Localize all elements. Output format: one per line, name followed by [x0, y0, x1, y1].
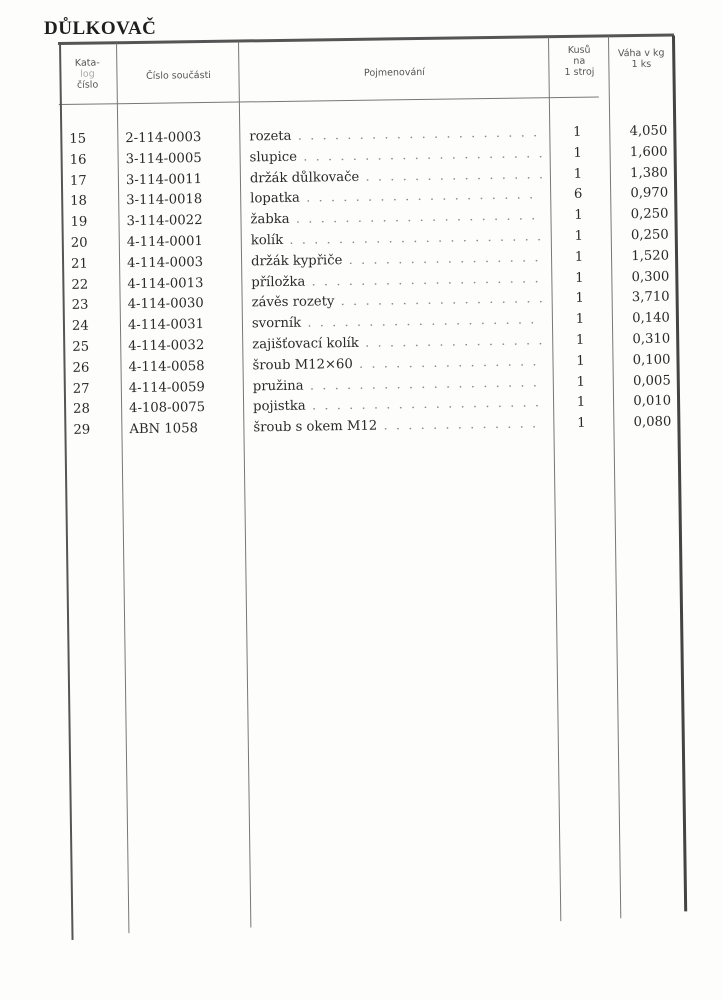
cell-part-name: závěs rozety . .: [252, 292, 544, 311]
cell-part-name: pojistka . .: [253, 396, 545, 415]
cell-weight: 0,140: [632, 310, 671, 327]
cell-part-name: rozeta . .: [249, 125, 541, 144]
cell-weight: 0,250: [630, 227, 669, 244]
cell-quantity: 1: [576, 395, 586, 411]
cell-part-number: 4-114-0032: [128, 338, 205, 355]
cell-catalog-number: 19: [70, 214, 88, 231]
cell-part-number: 3-114-0022: [126, 213, 203, 230]
cell-part-name: žabka . .: [250, 208, 542, 227]
cell-weight: 1,600: [629, 144, 668, 160]
cell-part-name: pružina . .: [253, 375, 545, 394]
cell-part-number: 4-114-0013: [127, 275, 204, 292]
cell-part-number: 4-114-0058: [128, 358, 205, 375]
cell-part-name: kolík . .: [251, 229, 543, 248]
cell-quantity: 1: [575, 291, 584, 307]
cell-weight: 0,010: [633, 393, 672, 410]
cell-part-number: 3-114-0005: [125, 150, 202, 167]
cell-quantity: 1: [576, 353, 585, 369]
cell-catalog-number: 25: [72, 339, 90, 355]
cell-part-number: 4-114-0003: [126, 254, 204, 271]
cell-weight: 0,300: [631, 269, 670, 285]
cell-weight: 1,380: [630, 165, 668, 181]
cell-weight: 0,005: [632, 373, 671, 389]
cell-quantity: 6: [573, 187, 583, 203]
cell-catalog-number: 29: [73, 422, 91, 439]
cell-catalog-number: 18: [70, 194, 88, 210]
cell-part-name: šroub s okem M12 . .: [253, 416, 545, 435]
cell-quantity: 1: [574, 228, 584, 244]
cell-catalog-number: 28: [73, 402, 91, 418]
cell-part-name: lopatka . .: [250, 188, 542, 207]
cell-part-number: 4-108-0075: [129, 400, 206, 417]
cell-part-number: ABN 1058: [129, 421, 199, 438]
cell-quantity: 1: [574, 249, 584, 265]
cell-part-number: 4-114-0059: [128, 379, 205, 396]
header-divider: [59, 97, 599, 106]
cell-part-number: 2-114-0003: [125, 130, 202, 147]
cell-part-name: šroub M12×60 . .: [252, 354, 544, 373]
cell-weight: 0,970: [630, 185, 669, 202]
header-weight: Váha v kg 1 ks: [617, 47, 665, 71]
cell-part-name: držák kypřiče . .: [251, 250, 543, 269]
cell-part-name: slupice . .: [250, 146, 542, 165]
parts-table: [62, 33, 686, 939]
cell-part-number: 4-114-0030: [127, 296, 204, 313]
cell-catalog-number: 22: [71, 277, 89, 293]
cell-part-name: držák důlkovače . .: [250, 167, 542, 186]
cell-quantity: 1: [574, 207, 583, 224]
cell-catalog-number: 20: [70, 235, 88, 251]
cell-weight: 1,520: [631, 248, 670, 264]
cell-weight: 3,710: [631, 289, 670, 306]
cell-catalog-number: 15: [69, 131, 87, 147]
cell-quantity: 1: [575, 311, 585, 328]
cell-catalog-number: 24: [71, 318, 89, 335]
cell-part-name: příložka . .: [251, 271, 543, 290]
header-part-number: Číslo součásti: [145, 69, 211, 82]
cell-catalog-number: 23: [71, 298, 89, 314]
table-body: [63, 123, 677, 443]
cell-quantity: 1: [577, 415, 586, 431]
cell-quantity: 1: [573, 124, 582, 140]
header-quantity: Kusů na 1 stroj: [564, 44, 595, 78]
cell-catalog-number: 27: [72, 381, 90, 397]
cell-part-number: 4-114-0031: [127, 317, 205, 334]
cell-weight: 0,080: [633, 414, 672, 431]
cell-quantity: 1: [576, 374, 586, 390]
cell-weight: 4,050: [629, 123, 668, 140]
cell-quantity: 1: [573, 166, 583, 182]
cell-catalog-number: 26: [72, 360, 90, 376]
cell-weight: 0,100: [632, 352, 671, 368]
header-catalog-number: Kata- log číslo: [74, 57, 100, 91]
cell-weight: 0,310: [632, 331, 671, 348]
cell-weight: 0,250: [630, 206, 669, 223]
cell-part-name: zajišťovací kolík . .: [252, 333, 544, 352]
header-part-name: Pojmenování: [363, 66, 425, 79]
cell-quantity: 1: [575, 270, 584, 286]
page-title: DŮLKOVAČ: [44, 18, 157, 39]
cell-part-number: 4-114-0001: [126, 234, 203, 251]
cell-catalog-number: 17: [69, 173, 87, 189]
cell-catalog-number: 16: [69, 152, 87, 168]
cell-part-number: 3-114-0018: [126, 192, 203, 209]
cell-part-name: svorník . .: [252, 312, 544, 331]
cell-part-number: 3-114-0011: [125, 171, 203, 188]
cell-quantity: 1: [575, 332, 585, 348]
cell-catalog-number: 21: [70, 256, 88, 272]
table-right-border: [672, 35, 687, 911]
cell-quantity: 1: [573, 145, 582, 161]
